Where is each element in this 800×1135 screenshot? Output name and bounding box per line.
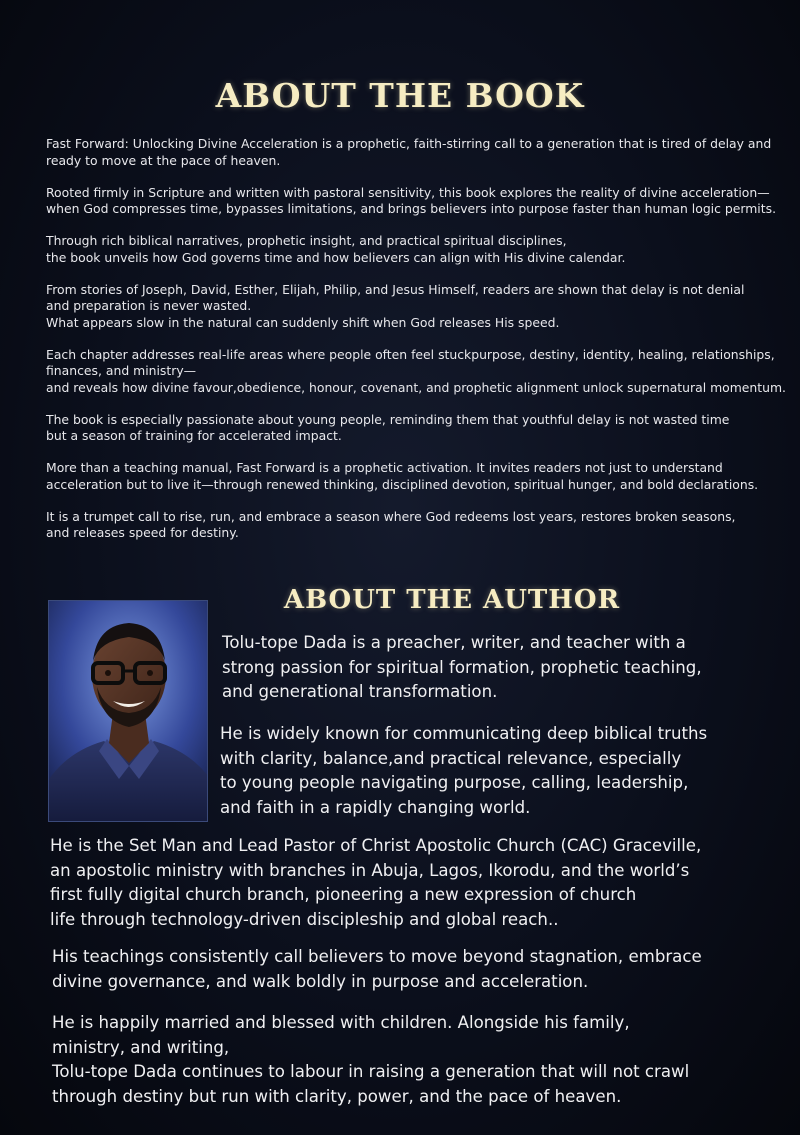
text-line: acceleration but to live it—through renewed thinking, disciplined devotion, spiritual hunger, and bold declarations. (46, 476, 759, 492)
text-line: and releases speed for destiny. (46, 525, 239, 540)
text-line: Fast Forward: Unlocking Divine Acceleration is a prophetic, faith-stirring call to a generation that is tired of delay and (46, 136, 772, 151)
text-line: More than a teaching manual, Fast Forward is a prophetic activation. It invites readers not just to understand (46, 460, 723, 475)
text-line: divine governance, and walk boldly in purpose and acceleration. (52, 971, 589, 991)
about-the-author-heading: ABOUT THE AUTHOR (283, 585, 621, 615)
author-paragraph (52, 1011, 689, 1109)
text-line: life through technology-driven discipleship and global reach.. (50, 909, 559, 929)
book-paragraph (46, 460, 781, 493)
text-line: From stories of Joseph, David, Esther, Elijah, Philip, and Jesus Himself, readers are shown that delay is not denial (46, 281, 745, 297)
text-line: He is widely known for communicating deep biblical truths (220, 724, 708, 743)
text-line: ready to move at the pace of heaven. (46, 152, 281, 168)
author-photo (48, 600, 208, 822)
book-paragraph (46, 412, 781, 445)
author-paragraph (222, 631, 702, 705)
text-line: What appears slow in the natural can suddenly shift when God releases His speed. (46, 314, 560, 330)
text-line: His teachings consistently call believers to move beyond stagnation, embrace (52, 947, 702, 966)
text-line: Through rich biblical narratives, prophetic insight, and practical spiritual disciplines, (46, 233, 567, 248)
book-paragraph (46, 185, 781, 218)
text-line: when God compresses time, bypasses limitations, and brings believers into purpose faster than human logic permits. (46, 201, 777, 216)
book-paragraph (46, 233, 781, 266)
book-paragraph (46, 509, 781, 542)
text-line: finances, and ministry— (46, 363, 197, 378)
book-paragraph (46, 346, 787, 397)
text-line: Tolu-tope Dada continues to labour in raising a generation that will not crawl (52, 1062, 690, 1081)
text-line: to young people navigating purpose, calling, leadership, (220, 773, 689, 792)
text-line: and faith in a rapidly changing world. (220, 797, 531, 817)
text-line: and generational transformation. (222, 682, 498, 701)
text-line: and preparation is never wasted. (46, 298, 252, 313)
about-the-book-heading: ABOUT THE BOOK (215, 76, 585, 115)
text-line: Tolu-tope Dada is a preacher, writer, and teacher with a (222, 633, 686, 652)
author-portrait-illustration (49, 601, 208, 822)
text-line: first fully digital church branch, pioneering a new expression of church (50, 885, 637, 904)
author-paragraph (50, 834, 701, 932)
text-line: Rooted firmly in Scripture and written with pastoral sensitivity, this book explores the reality of divine acceleration— (46, 184, 770, 200)
text-line: and reveals how divine favour,obedience, honour, covenant, and prophetic alignment unlock supernatural momentum. (46, 379, 787, 395)
text-line: with clarity, balance,and practical relevance, especially (220, 748, 682, 768)
text-line: the book unveils how God governs time and how believers can align with His divine calendar. (46, 249, 626, 265)
text-line: strong passion for spiritual formation, prophetic teaching, (222, 657, 702, 677)
text-line: an apostolic ministry with branches in Abuja, Lagos, Ikorodu, and the world’s (50, 860, 690, 880)
text-line: ministry, and writing, (52, 1037, 230, 1057)
author-paragraph (220, 722, 707, 820)
text-line: but a season of training for accelerated impact. (46, 428, 342, 443)
text-line: The book is especially passionate about young people, reminding them that youthful delay is not wasted time (46, 411, 730, 427)
text-line: He is happily married and blessed with children. Alongside his family, (52, 1013, 630, 1032)
text-line: Each chapter addresses real-life areas where people often feel stuckpurpose, destiny, identity, healing, relationships, (46, 346, 775, 362)
book-paragraph (46, 136, 781, 169)
book-description (46, 136, 787, 557)
author-paragraph (52, 945, 702, 994)
text-line: through destiny but run with clarity, power, and the pace of heaven. (52, 1086, 622, 1106)
text-line: He is the Set Man and Lead Pastor of Christ Apostolic Church (CAC) Graceville, (50, 836, 702, 855)
text-line: It is a trumpet call to rise, run, and embrace a season where God redeems lost years, restores broken seasons, (46, 508, 736, 524)
book-paragraph (46, 282, 781, 332)
